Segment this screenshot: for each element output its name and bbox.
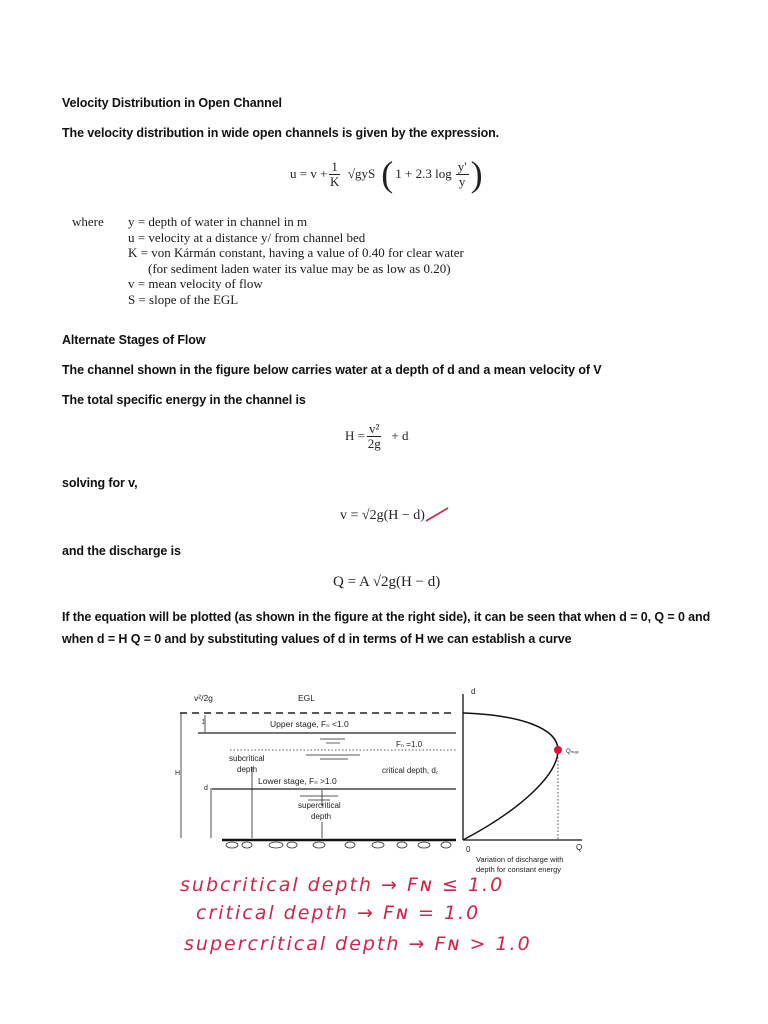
qmax-point (554, 746, 562, 754)
lower-stage-label: Lower stage, Fₙ >1.0 (258, 776, 337, 786)
eq2-lhs: H = (345, 428, 365, 443)
where-line-s: S = slope of the EGL (128, 291, 239, 307)
intro-paragraph: The velocity distribution in wide open channels is given by the expression. (62, 126, 500, 140)
velocity-head-arrow-glyph: ↕ (201, 716, 206, 726)
q-axis-label: Q (576, 843, 583, 852)
handwritten-note-supercritical: supercritical depth → Fɴ > 1.0 (184, 933, 532, 955)
fn-equals-1-label: Fₙ =1.0 (396, 740, 423, 749)
critical-depth-label: critical depth, d꜀ (382, 766, 439, 775)
paragraph-plot-description-2: when d = H Q = 0 and by substituting values of d in terms of H we can establish a curve (62, 632, 572, 646)
discharge-depth-plot (463, 687, 582, 874)
paragraph-channel-description: The channel shown in the figure below carries water at a depth of d and a mean velocity of V (62, 363, 602, 377)
eq1-inner-den: y (458, 173, 466, 189)
plot-caption-1: Variation of discharge with (476, 855, 564, 864)
v2-2g-label: v²/2g (194, 693, 213, 703)
subcritical-label-2: depth (237, 765, 258, 774)
h-label: H (175, 770, 181, 777)
egl-label: EGL (298, 693, 316, 703)
where-line-k-note: (for sediment laden water its value may be as low as 0.20) (148, 260, 451, 276)
where-line-y: y = depth of water in channel in m (128, 214, 308, 229)
d-axis-label: d (471, 687, 476, 696)
eq1-num: 1 (331, 158, 338, 174)
section-title-alternate-stages: Alternate Stages of Flow (62, 333, 206, 347)
eq2-num: v² (368, 420, 380, 436)
handwritten-note-critical: critical depth → Fɴ = 1.0 (196, 902, 481, 924)
paragraph-discharge: and the discharge is (62, 544, 181, 558)
where-line-v: v = mean velocity of flow (128, 276, 263, 291)
bed-pebbles (226, 842, 451, 848)
eq2-den: 2g (367, 435, 381, 451)
plot-caption-2: depth for constant energy (476, 865, 562, 874)
eq1-den: K (329, 173, 340, 189)
eq1-paren-close: ) (470, 154, 483, 194)
where-label: where (72, 214, 104, 229)
eq1-inner-num: y' (457, 158, 467, 174)
supercritical-label-2: depth (311, 812, 332, 821)
eq1-root: √gyS (347, 166, 376, 181)
discharge-curve (463, 713, 558, 840)
discharge-equation: Q = A √2g(H − d) (333, 574, 441, 590)
upper-stage-label: Upper stage, Fₙ <1.0 (270, 719, 349, 729)
paragraph-specific-energy: The total specific energy in the channel is (62, 393, 306, 407)
eq1-paren-open: ( (381, 154, 394, 194)
where-line-k: K = von Kármán constant, having a value of 0.40 for clear water (128, 245, 464, 260)
d-label: d (204, 785, 208, 792)
eq2-rhs: + d (391, 428, 409, 443)
supercritical-label-1: supercritical (298, 801, 341, 810)
paragraph-solving-for-v: solving for v, (62, 476, 138, 490)
eq1-inner: 1 + 2.3 log (395, 166, 452, 181)
paragraph-plot-description-1: If the equation will be plotted (as shown in the figure at the right side), it can be seen that when d = 0, Q = 0 and (62, 610, 711, 624)
handwritten-note-subcritical: subcritical depth → Fɴ ≤ 1.0 (180, 874, 505, 896)
qmax-label: Qₘₐₓ (566, 749, 579, 755)
section-title-velocity-distribution: Velocity Distribution in Open Channel (62, 96, 282, 110)
origin-label: 0 (466, 845, 471, 854)
eq1-lhs: u = v + (290, 166, 328, 181)
channel-diagram (175, 693, 456, 848)
where-line-u: u = velocity at a distance y/ from channel bed (128, 229, 366, 245)
subcritical-label-1: subcritical (229, 754, 265, 763)
velocity-equation: v = √2g(H − d) (340, 508, 425, 523)
